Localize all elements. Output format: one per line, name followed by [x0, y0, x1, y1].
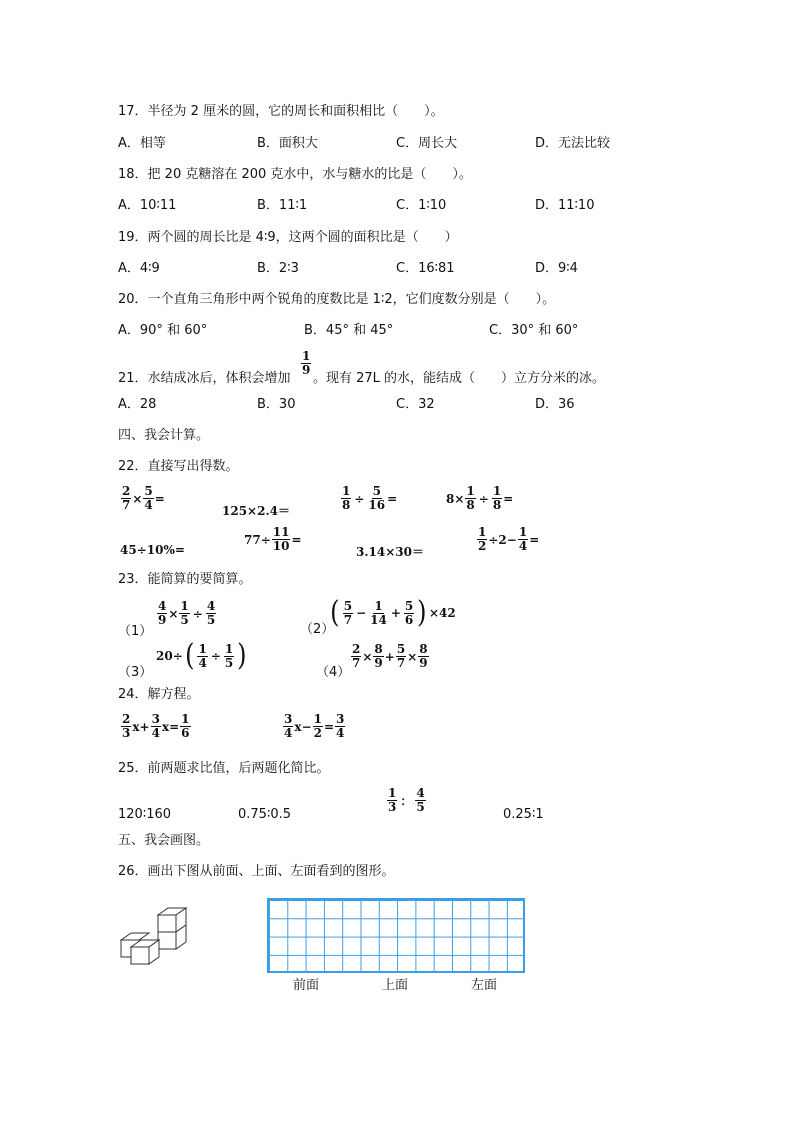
- q25-ratio-2: 0.75∶0.5: [238, 807, 292, 822]
- section-4-heading: 四、我会计算。: [118, 428, 210, 443]
- q17-option-d: D．无法比较: [535, 136, 611, 151]
- label-front: 前面: [293, 978, 320, 993]
- q19-option-b: B．2∶3: [257, 261, 299, 276]
- q26-title: 26．画出下图从前面、上面、左面看到的图形。: [118, 864, 395, 879]
- q17-option-a: A．相等: [118, 136, 166, 151]
- q18-option-d: D．11∶10: [535, 198, 595, 213]
- q21-option-a: A．28: [118, 397, 157, 412]
- q17-stem: 17．半径为 2 厘米的圆，它的周长和面积相比（ ）。: [118, 104, 444, 119]
- q22-expr-2: 125×2.4＝: [222, 504, 290, 518]
- q19-option-d: D．9∶4: [535, 261, 578, 276]
- q19-option-a: A．4∶9: [118, 261, 160, 276]
- q18-stem: 18．把 20 克糖溶在 200 克水中，水与糖水的比是（ ）。: [118, 167, 472, 182]
- q22-expr-4: 8× $\frac{1}{8}$ ÷ $\frac{1}{8}$ =: [446, 484, 514, 512]
- q23-title: 23．能简算的要简算。: [118, 572, 252, 587]
- q22-expr-3: $\frac{1}{8}$ ÷ $\frac{5}{16}$ =: [342, 484, 398, 512]
- q18-option-b: B．11∶1: [257, 198, 308, 213]
- q23-problem-2: ( 5 7 − $\frac{1}{14}$ + $\frac{5}{6}$ ) ×42: [330, 595, 456, 630]
- label-left: 左面: [471, 978, 498, 993]
- q21-stem-a: 21．水结成冰后，体积会增加: [118, 371, 291, 386]
- q17-option-c: C．周长大: [396, 136, 458, 151]
- q24-title: 24．解方程。: [118, 687, 200, 702]
- q22-expr-6: 77÷ $\frac{11}{10}$ =: [244, 525, 302, 553]
- q25-ratio-3: 1 3 ： 4 5: [388, 786, 425, 814]
- q24-equation-2: 3 4 x− $\frac{1}{2}$ = $\frac{3}{4}$: [284, 712, 345, 740]
- q21-option-d: D．36: [535, 397, 575, 412]
- q19-option-c: C．16∶81: [396, 261, 455, 276]
- q23-problem-4: $\frac{2}{7}$ × $\frac{8}{9}$ + $\frac{5}{7}$ × $\frac{8}{9}$: [352, 642, 428, 670]
- q19-stem: 19．两个圆的周长比是 4∶9，这两个圆的面积比是（ ）: [118, 230, 458, 245]
- q25-ratio-1: 120∶160: [118, 807, 172, 822]
- q23-label-1: （1）: [118, 624, 153, 639]
- q22-expr-1: $\frac{2}{7}$ × $\frac{5}{4}$ =: [122, 484, 165, 512]
- drawing-grid[interactable]: [267, 898, 525, 973]
- q22-title: 22．直接写出得数。: [118, 459, 239, 474]
- label-top: 上面: [382, 978, 409, 993]
- section-5-heading: 五、我会画图。: [118, 833, 210, 848]
- q23-label-3: （3）: [118, 665, 153, 680]
- q22-expr-8: $\frac{1}{2}$ ÷2− $\frac{1}{4}$ =: [478, 525, 540, 553]
- q22-expr-5: 45÷10%=: [120, 543, 185, 557]
- q20-option-a: A．90° 和 60°: [118, 323, 208, 338]
- q23-problem-3: 20÷ ( $\frac{1}{4}$ ÷ $\frac{1}{5}$ ): [156, 638, 247, 673]
- cube-stack-figure: [118, 905, 190, 970]
- q22-expr-7: 3.14×30＝: [356, 545, 424, 559]
- q21-fraction: 1 9: [302, 349, 311, 377]
- q25-ratio-4: 0.25∶1: [503, 807, 544, 822]
- q23-label-2: （2）: [300, 622, 335, 637]
- q20-stem: 20．一个直角三角形中两个锐角的度数比是 1∶2，它们度数分别是（ ）。: [118, 292, 556, 307]
- q23-label-4: （4）: [316, 665, 351, 680]
- q21-stem-b: 。现有 27L 的水，能结成（ ）立方分米的冰。: [313, 371, 606, 386]
- q18-option-a: A．10∶11: [118, 198, 177, 213]
- q20-option-b: B．45° 和 45°: [304, 323, 394, 338]
- q23-problem-1: $\frac{4}{9}$ × $\frac{1}{5}$ ÷ $\frac{4}{5}$: [158, 599, 216, 627]
- q17-option-b: B．面积大: [257, 136, 318, 151]
- q21-option-b: B．30: [257, 397, 296, 412]
- q18-option-c: C．1∶10: [396, 198, 447, 213]
- q25-title: 25．前两题求比值，后两题化简比。: [118, 761, 330, 776]
- q20-option-c: C．30° 和 60°: [489, 323, 579, 338]
- q24-equation-1: 2 3 x+ $\frac{3}{4}$ x= $\frac{1}{6}$: [122, 712, 190, 740]
- q21-option-c: C．32: [396, 397, 435, 412]
